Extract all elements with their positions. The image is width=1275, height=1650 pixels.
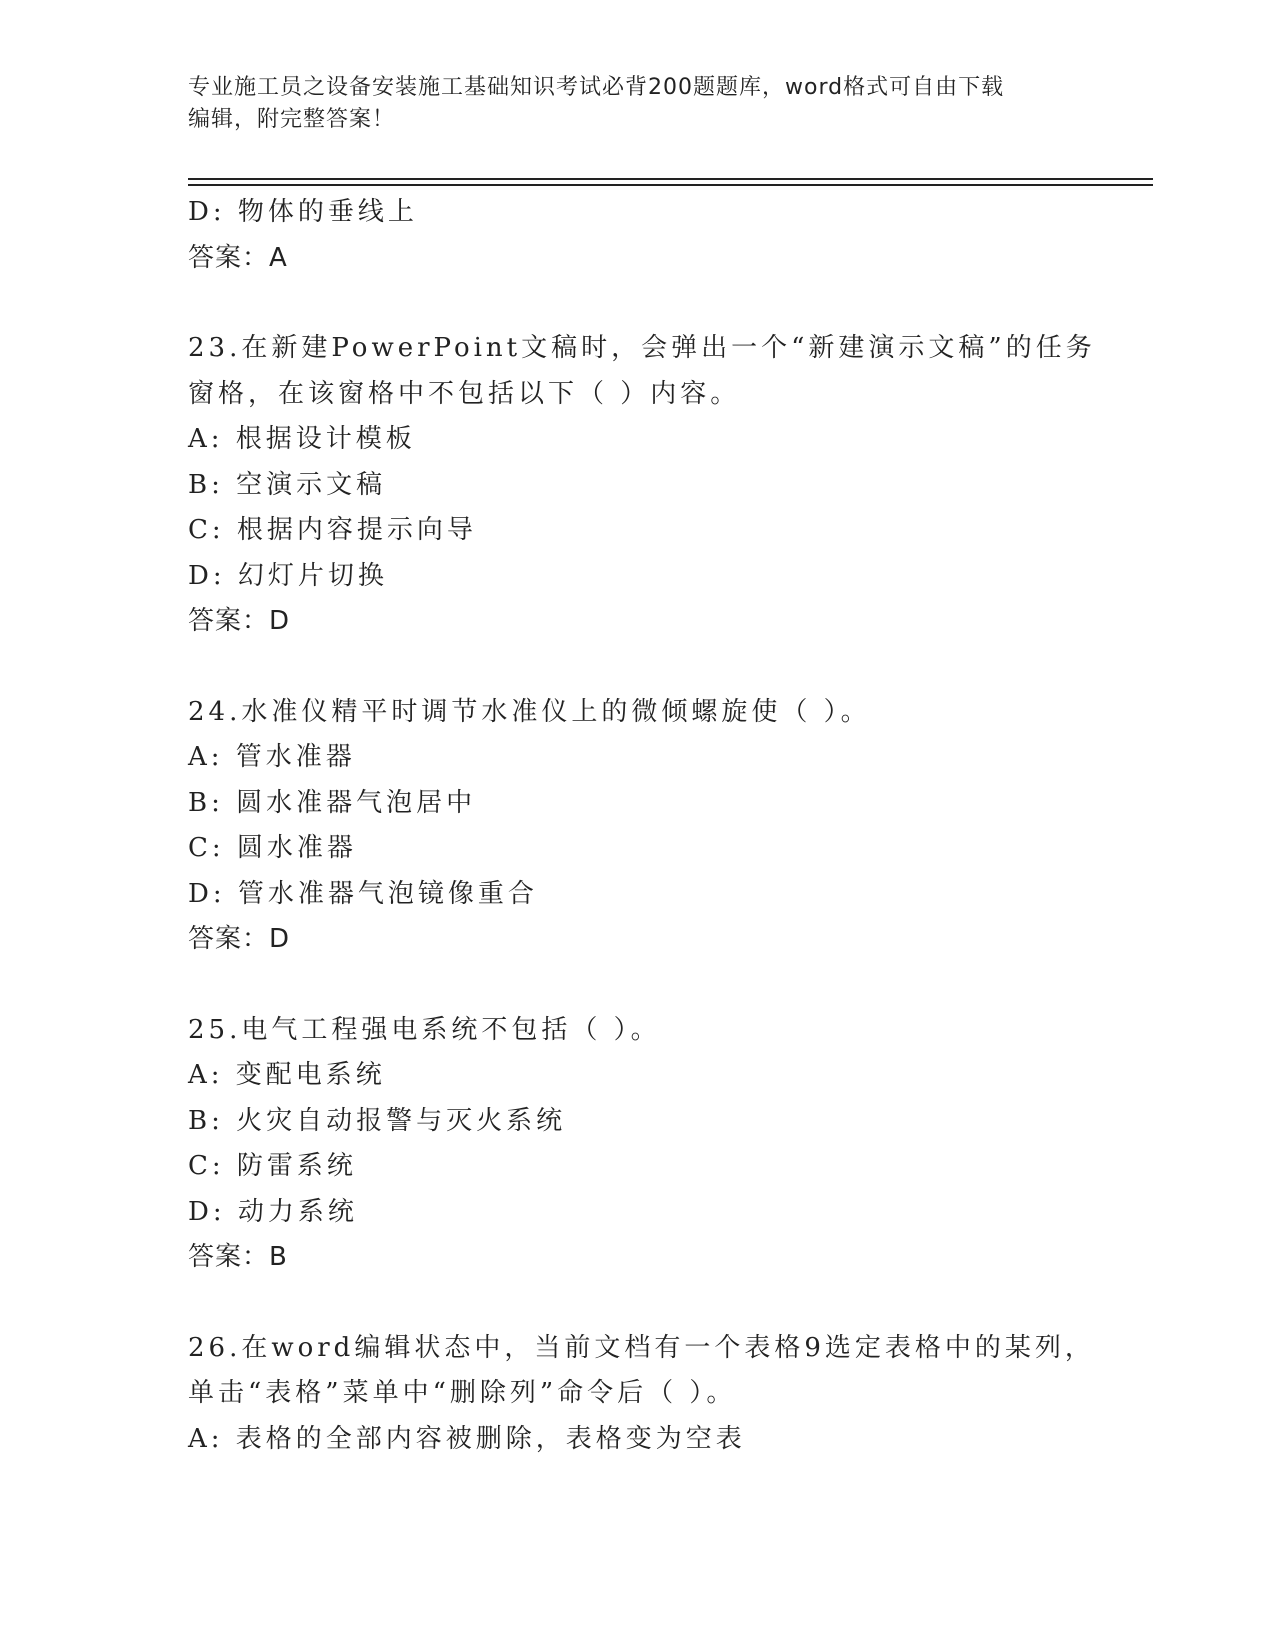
header-divider-bottom: [188, 184, 1153, 186]
answer: 答案：A: [188, 242, 288, 273]
question-25: [188, 1008, 1148, 1281]
option-a: A: 变配电系统: [188, 1060, 386, 1090]
header-line-1: 专业施工员之设备安装施工基础知识考试必背200题题库，word格式可自由下载: [188, 75, 1005, 100]
spacer: [188, 1281, 1148, 1326]
question-26: [188, 1326, 1148, 1463]
answer: 答案：B: [188, 1242, 288, 1272]
spacer: [188, 963, 1148, 1008]
question-stem-line-1: 24.水准仪精平时调节水准仪上的微倾螺旋使（ ）。: [188, 696, 871, 727]
option-d: D: 管水准器气泡镜像重合: [188, 878, 538, 909]
option-d: D: 物体的垂线上: [188, 197, 418, 227]
option-c: C: 圆水准器: [188, 833, 357, 863]
header-divider-top: [188, 178, 1153, 180]
option-a: A: 管水准器: [188, 742, 356, 772]
question-content: [188, 190, 1148, 1462]
option-c: C: 根据内容提示向导: [188, 515, 477, 545]
option-a: A: 根据设计模板: [188, 424, 416, 454]
spacer: [188, 281, 1148, 326]
answer: 答案：D: [188, 606, 291, 636]
spacer: [188, 645, 1148, 690]
option-d: D: 动力系统: [188, 1196, 358, 1227]
question-stem-line-2: 窗格，在该窗格中不包括以下（ ）内容。: [188, 378, 741, 409]
option-b: B: 空演示文稿: [188, 469, 387, 500]
header-line-2: 编辑，附完整答案！: [188, 107, 396, 132]
option-c: C: 防雷系统: [188, 1151, 357, 1181]
question-23: [188, 326, 1148, 645]
question-stem-line-1: 26.在word编辑状态中，当前文档有一个表格9选定表格中的某列，: [188, 1332, 1095, 1363]
option-a: A: 表格的全部内容被删除，表格变为空表: [188, 1423, 746, 1454]
option-d: D: 幻灯片切换: [188, 560, 388, 591]
option-b: B: 火灾自动报警与灭火系统: [188, 1105, 567, 1136]
option-b: B: 圆水准器气泡居中: [188, 787, 477, 818]
answer: 答案：D: [188, 924, 291, 954]
question-24: [188, 690, 1148, 963]
question-stem-line-1: 25.电气工程强电系统不包括（ ）。: [188, 1014, 661, 1045]
question-stem-line-1: 23.在新建PowerPoint文稿时，会弹出一个“新建演示文稿”的任务: [188, 333, 1096, 363]
document-header: [188, 72, 1068, 136]
previous-question-tail: [188, 190, 1148, 281]
question-stem-line-2: 单击“表格”菜单中“删除列”命令后（ ）。: [188, 1378, 737, 1408]
